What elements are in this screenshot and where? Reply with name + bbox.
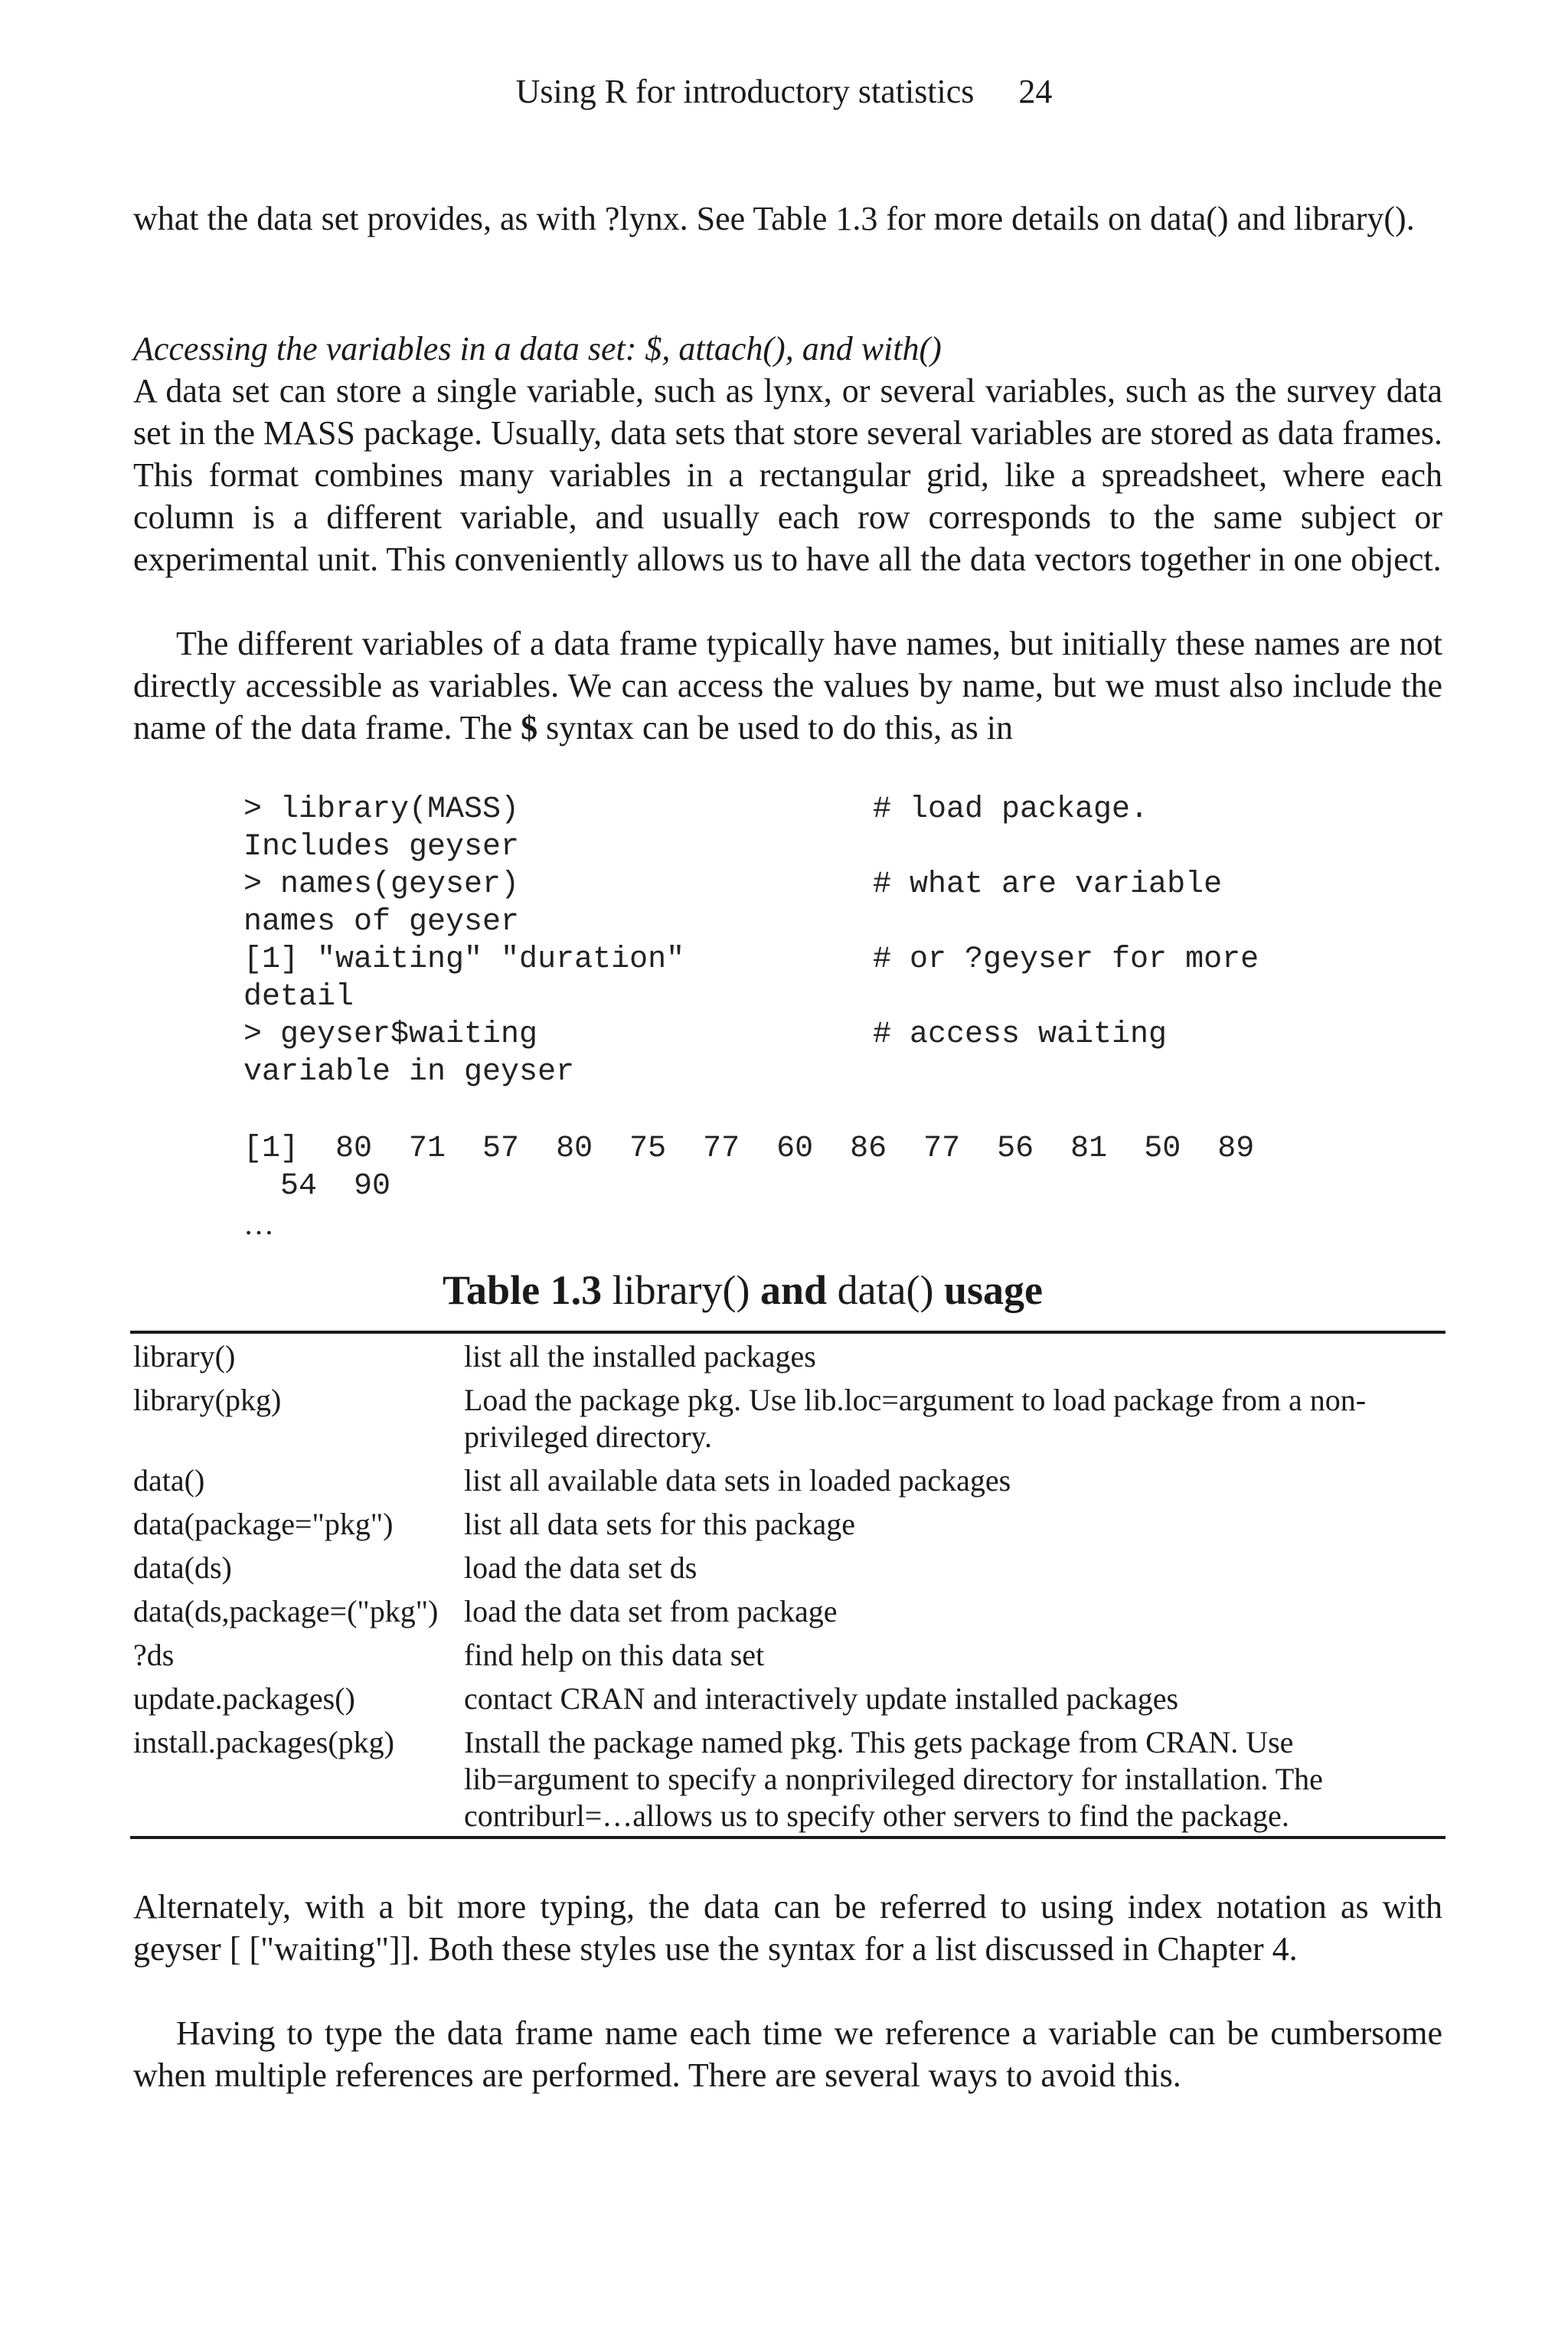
description-cell: load the data set from package [464, 1594, 838, 1628]
table-row [130, 1547, 1446, 1590]
code-output-text: 54 90 [243, 1169, 391, 1204]
table-row [130, 1379, 1446, 1459]
paragraph-text-after: syntax can be used to do this, as in [537, 709, 1013, 746]
code-command: [1] "waiting" "duration" [243, 942, 685, 977]
description-cell: find help on this data set [464, 1638, 765, 1672]
section-heading: Accessing the variables in a data set: $, attach(), and with() [133, 330, 942, 368]
table-row [130, 1634, 1446, 1677]
function-cell: install.packages(pkg) [133, 1725, 394, 1759]
code-comment: # what are variable [873, 867, 1223, 902]
code-comment: # or ?geyser for more [873, 942, 1259, 977]
code-command: variable in geyser [243, 1055, 575, 1089]
running-head [0, 70, 1568, 113]
function-cell: data(ds) [133, 1550, 232, 1585]
dollar-syntax: $ [521, 709, 538, 746]
paragraph-data-frames: A data set can store a single variable, such as lynx, or several variables, such as the survey data set in the MASS package. Usually, data sets that store several variables are stored as data frames. This format combines many variables in a rectangular grid, like a spreadsheet, where each column is a different variable, and usually each row corresponds to the same subject or experimental unit. This conveniently allows us to have all the data vectors together in one object. [133, 372, 1442, 578]
table-row [130, 1590, 1446, 1634]
table-title-part: data() [827, 1267, 944, 1313]
paragraph-variable-names [133, 622, 1442, 749]
table-bottom-rule [130, 1836, 1446, 1839]
page-number: 24 [1018, 73, 1053, 110]
description-cell: Load the package pkg. Use lib.loc=argument to load package from a non-privileged directory. [464, 1383, 1367, 1454]
table-title-part: library() [602, 1267, 760, 1313]
description-cell: contact CRAN and interactively update installed packages [464, 1681, 1179, 1716]
code-command: Includes geyser [243, 830, 520, 864]
table-row [130, 1459, 1446, 1503]
paragraph-index-notation: Alternately, with a bit more typing, the data can be referred to using index notation as with geyser [ ["waiting"]]. Both these styles use the syntax for a list discussed in Chapter 4. [133, 1888, 1442, 1968]
description-cell: Install the package named pkg. This gets package from CRAN. Use lib=argument to specify a nonprivileged directory for installation. The contriburl=…allows us to specify other servers to find the package. [464, 1725, 1323, 1833]
code-command: > library(MASS) [243, 792, 520, 827]
description-cell: list all the installed packages [464, 1339, 816, 1374]
table-row [130, 1334, 1446, 1379]
running-head-title: Using R for introductory statistics [515, 73, 975, 110]
table-row [130, 1721, 1446, 1838]
description-cell: list all available data sets in loaded packages [464, 1463, 1011, 1498]
function-cell: library() [133, 1339, 236, 1374]
function-cell: data() [133, 1463, 205, 1498]
ellipsis-text: … [243, 1207, 274, 1241]
paragraph-intro: what the data set provides, as with ?lynx. See Table 1.3 for more details on data() and library(). [133, 200, 1415, 237]
table-row [130, 1677, 1446, 1721]
code-comment: # load package. [873, 792, 1149, 827]
code-comment: # access waiting [873, 1018, 1168, 1052]
function-cell: data(package="pkg") [133, 1507, 394, 1541]
description-cell: list all data sets for this package [464, 1507, 855, 1541]
paragraph-cumbersome: Having to type the data frame name each time we reference a variable can be cumbersome when multiple references are performed. There are several ways to avoid this. [133, 2014, 1442, 2094]
code-command: detail [243, 980, 354, 1014]
table-title-bold: and [760, 1267, 828, 1313]
table-title-bold: usage [943, 1267, 1043, 1313]
usage-table [130, 1334, 1446, 1838]
function-cell: library(pkg) [133, 1383, 282, 1417]
paragraph-text-before: The different variables of a data frame typically have names, but initially these names are not directly accessible as variables. We can access the values by name, but we must also include the name of the data frame. The [133, 625, 1442, 746]
code-output-text: [1] 80 71 57 80 75 77 60 86 77 56 81 50 89 [243, 1132, 1255, 1166]
function-cell: ?ds [133, 1638, 175, 1672]
table-row [130, 1503, 1446, 1547]
code-command: > names(geyser) [243, 867, 520, 902]
description-cell: load the data set ds [464, 1550, 697, 1585]
table-title [0, 1265, 1485, 1315]
function-cell: data(ds,package=("pkg") [133, 1594, 439, 1628]
code-command: names of geyser [243, 905, 520, 939]
code-command: > geyser$waiting [243, 1018, 538, 1052]
function-cell: update.packages() [133, 1681, 355, 1716]
table-label: Table 1.3 [443, 1267, 603, 1313]
